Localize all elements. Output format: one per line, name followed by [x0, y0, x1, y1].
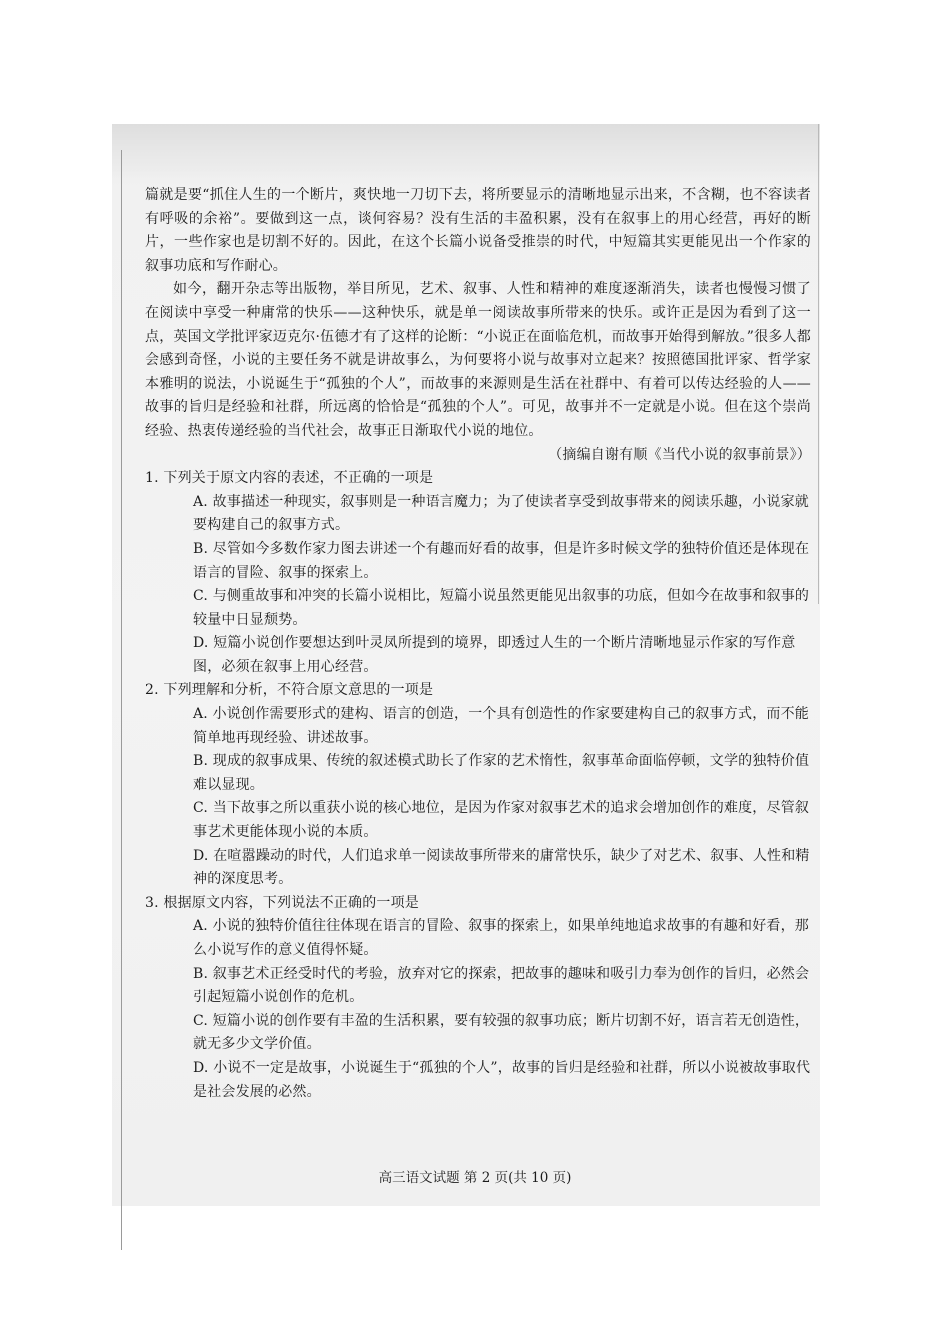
question-stem: 2. 下列理解和分析，不符合原文意思的一项是 — [145, 682, 434, 699]
page-footer: 高三语文试题 第 2 页(共 10 页) — [378, 1170, 572, 1186]
option-c: C. 当下故事之所以重获小说的核心地位，是因为作家对叙事艺术的追求会增加创作的难度，尽管叙事艺术更能体现小说的本质。 — [193, 800, 810, 841]
question-stem: 3. 根据原文内容，下列说法不正确的一项是 — [145, 894, 420, 911]
option-d: D. 在喧嚣躁动的时代，人们追求单一阅读故事所带来的庸常快乐，缺少了对艺术、叙事、人性和精神的深度思考。 — [193, 847, 810, 888]
option-c: C. 短篇小说的创作要有丰盈的生活积累，要有较强的叙事功底；断片切割不好，语言若无创造性，就无多少文学价值。 — [193, 1012, 810, 1053]
option-b: B. 叙事艺术正经受时代的考验，放弃对它的探索，把故事的趣味和吸引力奉为创作的旨归，必然会引起短篇小说创作的危机。 — [193, 965, 810, 1006]
option-d: D. 短篇小说创作要想达到叶灵凤所提到的境界，即透过人生的一个断片清晰地显示作家的写作意图，必须在叙事上用心经营。 — [193, 635, 796, 675]
passage-source: （摘编自谢有顺《当代小说的叙事前景》） — [548, 446, 811, 463]
option-b: B. 尽管如今多数作家力图去讲述一个有趣而好看的故事，但是许多时候文学的独特价值还是体现在语言的冒险、叙事的探索上。 — [193, 540, 810, 581]
page-content — [145, 184, 811, 1104]
question-2 — [145, 679, 811, 891]
question-stem: 1. 下列关于原文内容的表述，不正确的一项是 — [145, 470, 434, 487]
option-c: C. 与侧重故事和冲突的长篇小说相比，短篇小说虽然更能见出叙事的功底，但如今在故事和叙事的较量中日显颓势。 — [193, 588, 810, 628]
passage-paragraph-2: 如今，翻开杂志等出版物，举目所见，艺术、叙事、人性和精神的难度逐渐消失，读者也慢慢习惯了在阅读中享受一种庸常的快乐——这种快乐，就是单一阅读故事所带来的快乐。或许正是因为看到了这一点，英国文学批评家迈克尔·伍德才有了这样的论断：“小说正在面临危机，而故事开始得到解放。”很多人都会感到奇怪，小说的主要任务不就是讲故事么，为何要将小说与故事对立起来？按照德国批评家、哲学家本雅明的说法，小说诞生于“孤独的个人”，而故事的来源则是生活在社群中、有着可以传达经验的人——故事的旨归是经验和社群，所远离的恰恰是“孤独的个人”。可见，故事并不一定就是小说。但在这个崇尚经验、热衷传递经验的当代社会，故事正日渐取代小说的地位。 — [145, 281, 811, 439]
question-3 — [145, 892, 811, 1104]
scan-shadow — [112, 124, 820, 180]
option-a: A. 小说创作需要形式的建构、语言的创造，一个具有创造性的作家要建构自己的叙事方式，而不能简单地再现经验、讲述故事。 — [193, 706, 810, 746]
passage-paragraph-1: 篇就是要“抓住人生的一个断片，爽快地一刀切下去，将所要显示的清晰地显示出来，不含糊，也不容读者有呼吸的余裕”。要做到这一点，谈何容易？没有生活的丰盈积累，没有在叙事上的用心经营，再好的断片，一些作家也是切割不好的。因此，在这个长篇小说备受推崇的时代，中短篇其实更能见出一个作家的叙事功底和写作耐心。 — [145, 187, 811, 274]
edge-line — [818, 124, 819, 604]
option-a: A. 小说的独特价值往往体现在语言的冒险、叙事的探索上，如果单纯地追求故事的有趣和好看，那么小说写作的意义值得怀疑。 — [193, 918, 810, 958]
binding-line — [121, 150, 122, 1250]
option-b: B. 现成的叙事成果、传统的叙述模式助长了作家的艺术惰性，叙事革命面临停顿，文学的独特价值难以显现。 — [193, 753, 810, 793]
question-1 — [145, 467, 811, 679]
option-a: A. 故事描述一种现实，叙事则是一种语言魔力；为了使读者享受到故事带来的阅读乐趣，小说家就要构建自己的叙事方式。 — [193, 493, 810, 534]
option-d: D. 小说不一定是故事，小说诞生于“孤独的个人”，故事的旨归是经验和社群，所以小说被故事取代是社会发展的必然。 — [193, 1059, 811, 1100]
